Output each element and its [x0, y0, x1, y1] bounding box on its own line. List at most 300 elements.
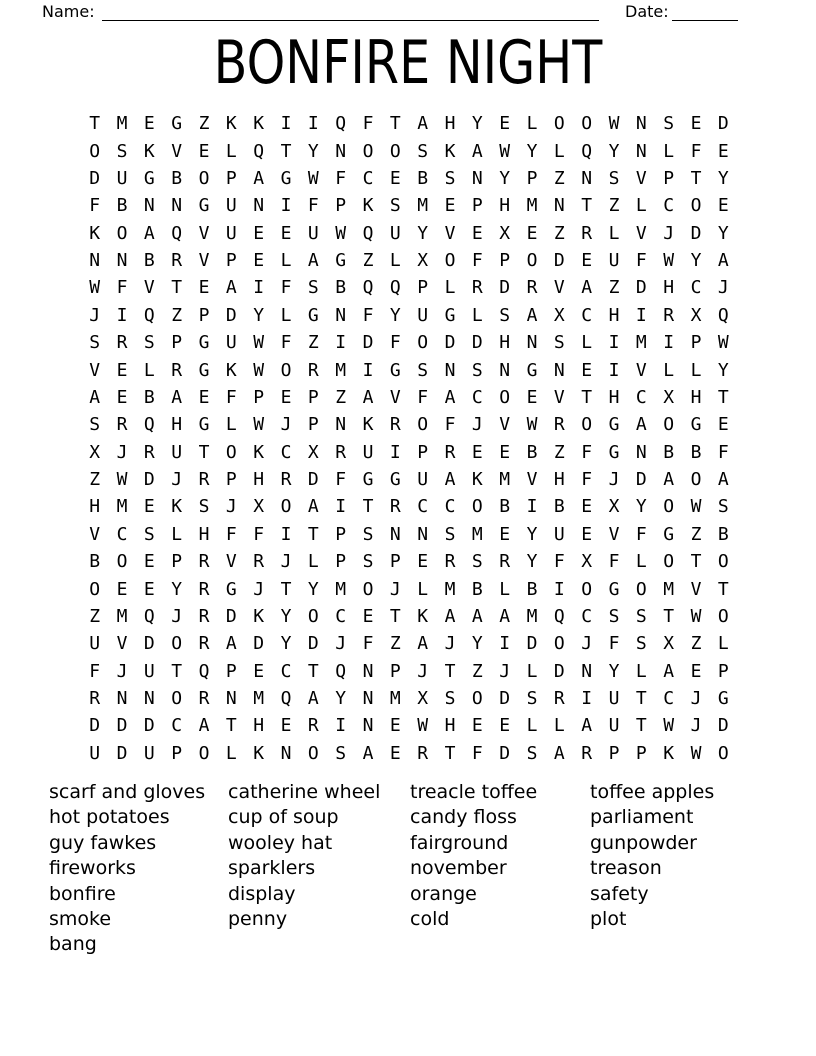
grid-cell: J: [116, 441, 128, 463]
grid-cell: I: [553, 578, 565, 600]
grid-cell: G: [198, 195, 210, 217]
grid-cell: O: [417, 332, 429, 354]
grid-cell: L: [225, 140, 237, 162]
grid-cell: J: [417, 660, 429, 682]
grid-cell: J: [280, 551, 292, 573]
grid-cell: K: [143, 140, 155, 162]
grid-cell: Z: [362, 250, 374, 272]
grid-cell: O: [499, 386, 511, 408]
grid-cell: J: [253, 578, 265, 600]
grid-cell: Q: [143, 605, 155, 627]
grid-cell: E: [198, 277, 210, 299]
grid-cell: A: [553, 742, 565, 764]
grid-cell: G: [143, 167, 155, 189]
grid-cell: J: [335, 633, 347, 655]
grid-cell: A: [581, 277, 593, 299]
grid-cell: L: [280, 250, 292, 272]
grid-cell: B: [116, 195, 128, 217]
grid-cell: T: [280, 140, 292, 162]
grid-cell: S: [471, 551, 483, 573]
grid-cell: C: [635, 386, 647, 408]
grid-cell: F: [608, 551, 620, 573]
grid-cell: K: [225, 113, 237, 135]
grid-cell: O: [444, 250, 456, 272]
grid-cell: P: [253, 386, 265, 408]
grid-cell: B: [553, 496, 565, 518]
grid-cell: A: [663, 660, 675, 682]
grid-cell: U: [225, 195, 237, 217]
grid-cell: F: [471, 742, 483, 764]
grid-cell: G: [608, 414, 620, 436]
grid-cell: Y: [717, 222, 729, 244]
grid-cell: K: [253, 605, 265, 627]
grid-cell: L: [526, 715, 538, 737]
grid-cell: R: [198, 578, 210, 600]
grid-cell: I: [581, 688, 593, 710]
grid-cell: O: [362, 578, 374, 600]
word-item: catherine wheel: [228, 781, 381, 803]
grid-cell: M: [335, 359, 347, 381]
grid-cell: D: [143, 715, 155, 737]
grid-cell: W: [253, 359, 265, 381]
grid-cell: A: [362, 386, 374, 408]
grid-cell: I: [389, 441, 401, 463]
grid-cell: J: [690, 715, 702, 737]
grid-cell: R: [581, 222, 593, 244]
grid-cell: B: [171, 167, 183, 189]
grid-cell: T: [717, 386, 729, 408]
grid-cell: G: [608, 441, 620, 463]
grid-cell: K: [225, 359, 237, 381]
grid-cell: X: [417, 250, 429, 272]
grid-cell: W: [717, 332, 729, 354]
grid-cell: U: [143, 660, 155, 682]
grid-cell: Q: [198, 660, 210, 682]
grid-cell: V: [553, 386, 565, 408]
grid-cell: C: [171, 715, 183, 737]
grid-cell: Z: [307, 332, 319, 354]
grid-cell: J: [471, 414, 483, 436]
grid-cell: S: [116, 140, 128, 162]
grid-cell: U: [417, 304, 429, 326]
grid-cell: C: [362, 167, 374, 189]
grid-cell: E: [389, 742, 401, 764]
grid-cell: K: [89, 222, 101, 244]
grid-cell: S: [717, 496, 729, 518]
grid-cell: N: [444, 359, 456, 381]
grid-cell: D: [499, 277, 511, 299]
grid-cell: K: [253, 742, 265, 764]
grid-cell: P: [307, 386, 319, 408]
grid-cell: O: [116, 551, 128, 573]
grid-cell: T: [690, 167, 702, 189]
grid-cell: D: [225, 605, 237, 627]
grid-cell: W: [335, 222, 347, 244]
grid-cell: D: [143, 633, 155, 655]
grid-cell: V: [635, 222, 647, 244]
grid-cell: P: [389, 660, 401, 682]
grid-cell: P: [417, 277, 429, 299]
grid-cell: S: [663, 113, 675, 135]
grid-cell: F: [253, 523, 265, 545]
grid-cell: A: [471, 140, 483, 162]
grid-cell: O: [307, 742, 319, 764]
word-list-column: [590, 780, 770, 958]
grid-cell: P: [663, 167, 675, 189]
grid-cell: O: [362, 140, 374, 162]
date-label: Date:: [625, 2, 669, 21]
grid-cell: G: [362, 469, 374, 491]
grid-cell: T: [444, 660, 456, 682]
grid-cell: E: [198, 386, 210, 408]
grid-cell: Y: [417, 222, 429, 244]
grid-cell: Q: [253, 140, 265, 162]
page-title: BONFIRE NIGHT: [213, 28, 603, 98]
grid-cell: Z: [690, 633, 702, 655]
grid-cell: E: [717, 140, 729, 162]
grid-cell: R: [198, 551, 210, 573]
grid-cell: G: [526, 359, 538, 381]
grid-cell: N: [362, 688, 374, 710]
grid-cell: P: [335, 195, 347, 217]
grid-cell: N: [635, 113, 647, 135]
grid-cell: V: [198, 250, 210, 272]
grid-cell: O: [198, 742, 210, 764]
word-item: safety: [590, 882, 649, 905]
grid-cell: V: [635, 359, 647, 381]
word-list: [49, 780, 779, 958]
grid-cell: A: [198, 715, 210, 737]
grid-cell: Z: [690, 523, 702, 545]
grid-cell: N: [526, 332, 538, 354]
grid-cell: M: [635, 332, 647, 354]
grid-cell: E: [499, 715, 511, 737]
grid-cell: H: [253, 715, 265, 737]
grid-cell: R: [335, 441, 347, 463]
grid-cell: B: [690, 441, 702, 463]
grid-cell: V: [608, 523, 620, 545]
grid-cell: P: [307, 414, 319, 436]
word-item: candy floss: [410, 806, 517, 829]
grid-cell: I: [280, 113, 292, 135]
grid-cell: O: [717, 605, 729, 627]
word-item: bang: [49, 933, 97, 956]
grid-cell: Z: [608, 277, 620, 299]
grid-cell: U: [89, 633, 101, 655]
grid-cell: D: [89, 167, 101, 189]
grid-cell: A: [717, 250, 729, 272]
grid-cell: G: [663, 523, 675, 545]
grid-cell: M: [663, 578, 675, 600]
grid-cell: J: [717, 277, 729, 299]
grid-cell: Z: [608, 195, 620, 217]
grid-cell: L: [635, 195, 647, 217]
grid-cell: I: [280, 523, 292, 545]
grid-cell: K: [444, 140, 456, 162]
grid-cell: K: [171, 496, 183, 518]
grid-cell: F: [717, 441, 729, 463]
grid-cell: X: [89, 441, 101, 463]
grid-cell: O: [581, 414, 593, 436]
grid-cell: O: [417, 414, 429, 436]
word-item: guy fawkes: [49, 831, 157, 854]
grid-cell: J: [116, 660, 128, 682]
grid-cell: Q: [335, 660, 347, 682]
grid-cell: I: [280, 195, 292, 217]
grid-cell: N: [280, 742, 292, 764]
grid-cell: N: [116, 250, 128, 272]
grid-cell: B: [471, 578, 483, 600]
grid-cell: A: [663, 469, 675, 491]
word-list-column: [410, 780, 590, 958]
grid-cell: D: [143, 469, 155, 491]
grid-cell: C: [690, 277, 702, 299]
word-item: scarf and gloves: [49, 781, 206, 803]
grid-cell: F: [690, 140, 702, 162]
grid-cell: Y: [608, 140, 620, 162]
grid-cell: N: [171, 195, 183, 217]
grid-cell: K: [362, 414, 374, 436]
grid-cell: L: [581, 332, 593, 354]
grid-cell: F: [280, 277, 292, 299]
grid-cell: B: [417, 167, 429, 189]
grid-cell: D: [307, 469, 319, 491]
grid-cell: S: [444, 688, 456, 710]
grid-cell: P: [635, 742, 647, 764]
grid-cell: Q: [171, 222, 183, 244]
grid-cell: R: [499, 551, 511, 573]
grid-cell: N: [335, 304, 347, 326]
grid-cell: F: [89, 660, 101, 682]
grid-cell: S: [362, 523, 374, 545]
grid-cell: Q: [362, 222, 374, 244]
word-list-column: [228, 780, 410, 958]
grid-cell: E: [253, 660, 265, 682]
grid-cell: E: [717, 414, 729, 436]
grid-cell: R: [581, 742, 593, 764]
grid-cell: U: [608, 715, 620, 737]
grid-cell: F: [225, 523, 237, 545]
grid-cell: E: [581, 496, 593, 518]
grid-cell: E: [499, 523, 511, 545]
grid-cell: D: [553, 660, 565, 682]
grid-cell: A: [362, 742, 374, 764]
grid-cell: H: [608, 386, 620, 408]
grid-cell: O: [663, 496, 675, 518]
grid-cell: Y: [526, 523, 538, 545]
word-item: bonfire: [49, 882, 116, 905]
grid-cell: N: [553, 359, 565, 381]
grid-cell: H: [553, 469, 565, 491]
grid-cell: H: [253, 469, 265, 491]
grid-cell: B: [663, 441, 675, 463]
grid-cell: K: [253, 441, 265, 463]
grid-cell: T: [635, 715, 647, 737]
grid-cell: N: [116, 688, 128, 710]
grid-cell: E: [581, 250, 593, 272]
grid-cell: L: [553, 140, 565, 162]
grid-cell: U: [608, 688, 620, 710]
grid-cell: S: [335, 742, 347, 764]
grid-cell: L: [225, 742, 237, 764]
grid-cell: P: [171, 551, 183, 573]
letter-grid: [81, 110, 737, 767]
grid-cell: A: [253, 167, 265, 189]
grid-cell: L: [499, 578, 511, 600]
grid-cell: O: [471, 496, 483, 518]
grid-cell: N: [581, 660, 593, 682]
grid-cell: A: [444, 469, 456, 491]
grid-cell: U: [225, 332, 237, 354]
grid-cell: O: [471, 688, 483, 710]
grid-cell: Z: [553, 167, 565, 189]
grid-cell: S: [608, 167, 620, 189]
grid-cell: I: [663, 332, 675, 354]
grid-cell: R: [253, 551, 265, 573]
grid-cell: E: [471, 222, 483, 244]
word-item: treason: [590, 857, 662, 880]
grid-cell: F: [116, 277, 128, 299]
grid-cell: E: [280, 715, 292, 737]
grid-cell: S: [362, 551, 374, 573]
grid-cell: Y: [335, 688, 347, 710]
grid-cell: I: [362, 359, 374, 381]
word-item: plot: [590, 908, 627, 931]
grid-cell: H: [499, 332, 511, 354]
grid-cell: I: [335, 496, 347, 518]
grid-cell: E: [280, 386, 292, 408]
grid-cell: R: [198, 633, 210, 655]
grid-cell: I: [635, 304, 647, 326]
grid-cell: V: [690, 578, 702, 600]
grid-cell: D: [362, 332, 374, 354]
grid-cell: O: [198, 167, 210, 189]
grid-cell: E: [198, 140, 210, 162]
grid-cell: D: [471, 332, 483, 354]
grid-cell: N: [635, 140, 647, 162]
grid-cell: E: [143, 113, 155, 135]
grid-cell: N: [417, 523, 429, 545]
grid-cell: O: [225, 441, 237, 463]
grid-cell: O: [171, 633, 183, 655]
grid-cell: A: [499, 605, 511, 627]
grid-cell: K: [417, 605, 429, 627]
grid-cell: Y: [635, 496, 647, 518]
grid-cell: Y: [280, 605, 292, 627]
grid-cell: E: [471, 441, 483, 463]
grid-cell: Y: [690, 250, 702, 272]
grid-cell: V: [553, 277, 565, 299]
grid-cell: K: [471, 469, 483, 491]
grid-cell: R: [280, 469, 292, 491]
grid-cell: R: [116, 332, 128, 354]
grid-cell: T: [171, 277, 183, 299]
grid-cell: Y: [389, 304, 401, 326]
name-label: Name:: [42, 2, 95, 21]
grid-cell: E: [253, 222, 265, 244]
grid-cell: S: [89, 414, 101, 436]
grid-cell: Z: [89, 469, 101, 491]
grid-cell: H: [499, 195, 511, 217]
grid-cell: P: [717, 660, 729, 682]
grid-cell: L: [143, 359, 155, 381]
grid-cell: S: [635, 605, 647, 627]
grid-cell: O: [690, 469, 702, 491]
grid-cell: G: [225, 578, 237, 600]
grid-cell: C: [280, 660, 292, 682]
grid-cell: I: [608, 332, 620, 354]
grid-cell: J: [389, 578, 401, 600]
grid-cell: Z: [171, 304, 183, 326]
grid-cell: B: [143, 386, 155, 408]
grid-cell: L: [526, 113, 538, 135]
grid-cell: H: [198, 523, 210, 545]
grid-cell: O: [553, 633, 565, 655]
grid-cell: S: [444, 523, 456, 545]
grid-cell: O: [89, 140, 101, 162]
grid-cell: E: [471, 715, 483, 737]
grid-cell: D: [225, 304, 237, 326]
grid-cell: G: [389, 359, 401, 381]
grid-cell: M: [417, 195, 429, 217]
grid-cell: Z: [335, 386, 347, 408]
grid-cell: N: [389, 523, 401, 545]
grid-cell: D: [444, 332, 456, 354]
grid-cell: X: [499, 222, 511, 244]
grid-cell: R: [171, 250, 183, 272]
grid-cell: X: [663, 633, 675, 655]
grid-cell: D: [635, 469, 647, 491]
grid-cell: E: [143, 551, 155, 573]
grid-cell: B: [526, 441, 538, 463]
grid-cell: P: [198, 304, 210, 326]
grid-cell: V: [89, 359, 101, 381]
grid-cell: U: [307, 222, 319, 244]
grid-cell: C: [335, 605, 347, 627]
grid-cell: L: [526, 660, 538, 682]
grid-cell: R: [171, 359, 183, 381]
grid-cell: R: [553, 688, 565, 710]
grid-cell: L: [417, 578, 429, 600]
grid-cell: J: [89, 304, 101, 326]
grid-cell: Q: [143, 414, 155, 436]
grid-cell: E: [253, 250, 265, 272]
grid-cell: L: [280, 304, 292, 326]
grid-cell: Z: [198, 113, 210, 135]
grid-cell: Y: [471, 633, 483, 655]
grid-cell: Y: [526, 551, 538, 573]
grid-cell: N: [143, 688, 155, 710]
grid-cell: T: [89, 113, 101, 135]
grid-cell: O: [307, 605, 319, 627]
grid-cell: N: [471, 167, 483, 189]
word-item: gunpowder: [590, 831, 697, 854]
grid-cell: O: [581, 578, 593, 600]
grid-cell: C: [417, 496, 429, 518]
grid-cell: T: [635, 688, 647, 710]
grid-cell: L: [307, 551, 319, 573]
grid-cell: V: [89, 523, 101, 545]
grid-cell: V: [526, 469, 538, 491]
grid-cell: Y: [253, 304, 265, 326]
grid-cell: W: [526, 414, 538, 436]
grid-cell: I: [608, 359, 620, 381]
grid-cell: T: [307, 523, 319, 545]
grid-cell: W: [307, 167, 319, 189]
grid-cell: A: [417, 113, 429, 135]
grid-cell: Q: [335, 113, 347, 135]
word-item: fireworks: [49, 857, 136, 880]
